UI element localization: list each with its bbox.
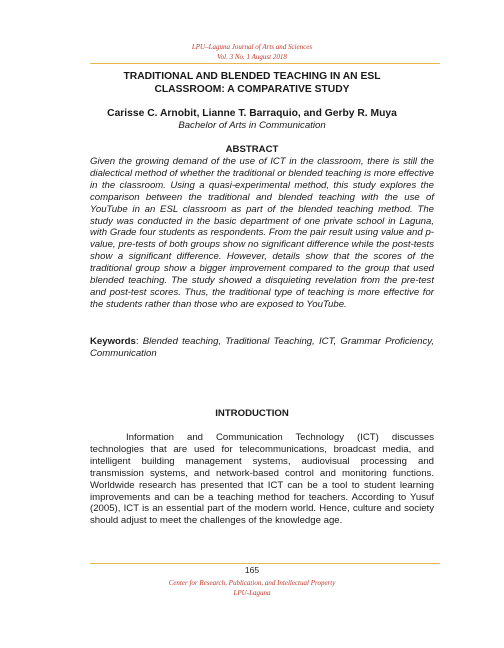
introduction-body: Information and Communication Technology (ICT) discusses technologies that are used for telecommunications, broadcast media, and intelligent building management systems, audiovisual processing and transmission systems, and network-based control and monitoring functions. Worldwide research has presented that ICT can be a tool to student learning improvements and can be a teaching method for teachers. According to Yusuf (2005), ICT is an essential part of the modern world. Hence, culture and society should adjust to meet the challenges of the knowledge age.: [90, 432, 434, 527]
abstract-body: Given the growing demand of the use of ICT in the classroom, there is still the dialectical method of whether the traditional or blended teaching is more effective in the classroom. Using a quasi-experimental method, this study explores the comparison between the traditional and blended teaching with the use of YouTube in an ESL classroom as part of the blended teaching method. The study was conducted in the basic department of one private school in Laguna, with Grade four students as respondents. From the pair result using value and p-value, pre-tests of both groups show no significant difference while the post-tests show a significant difference. However, details show that the scores of the traditional group show a bigger improvement compared to the group that used blended teaching. The study showed a disquieting revelation from the pre-test and post-test scores. Thus, the traditional type of teaching is more effective for the students rather than those who are exposed to YouTube.: [90, 156, 434, 310]
page-footer: [0, 578, 504, 598]
footer-center-name: Center for Research, Publication, and Intellectual Property: [168, 579, 336, 587]
keywords-label: Keywords: [90, 336, 136, 347]
journal-header: [0, 42, 504, 62]
journal-issue: Vol. 3 No. 1 August 2018: [217, 53, 287, 61]
keywords-text: Blended teaching, Traditional Teaching, ICT, Grammar Proficiency, Communication: [90, 336, 434, 359]
footer-school: LPU-Laguna: [233, 589, 271, 597]
author-affiliation: Bachelor of Arts in Communication: [178, 120, 326, 131]
page-number: 165: [244, 565, 260, 575]
paper-title-line-1: TRADITIONAL AND BLENDED TEACHING IN AN ESL: [123, 71, 381, 82]
keywords-separator: :: [135, 336, 143, 347]
paper-title: [0, 70, 504, 96]
paper-title-line-2: CLASSROOM: A COMPARATIVE STUDY: [154, 84, 350, 95]
header-divider: [90, 63, 440, 64]
author-list: Carisse C. Arnobit, Lianne T. Barraquio, and Gerby R. Muya: [107, 108, 397, 119]
keywords-paragraph: [90, 336, 434, 360]
footer-divider: [90, 563, 440, 564]
journal-name: LPU–Laguna Journal of Arts and Sciences: [191, 43, 313, 51]
introduction-heading: INTRODUCTION: [215, 408, 289, 419]
abstract-heading: ABSTRACT: [225, 144, 279, 155]
